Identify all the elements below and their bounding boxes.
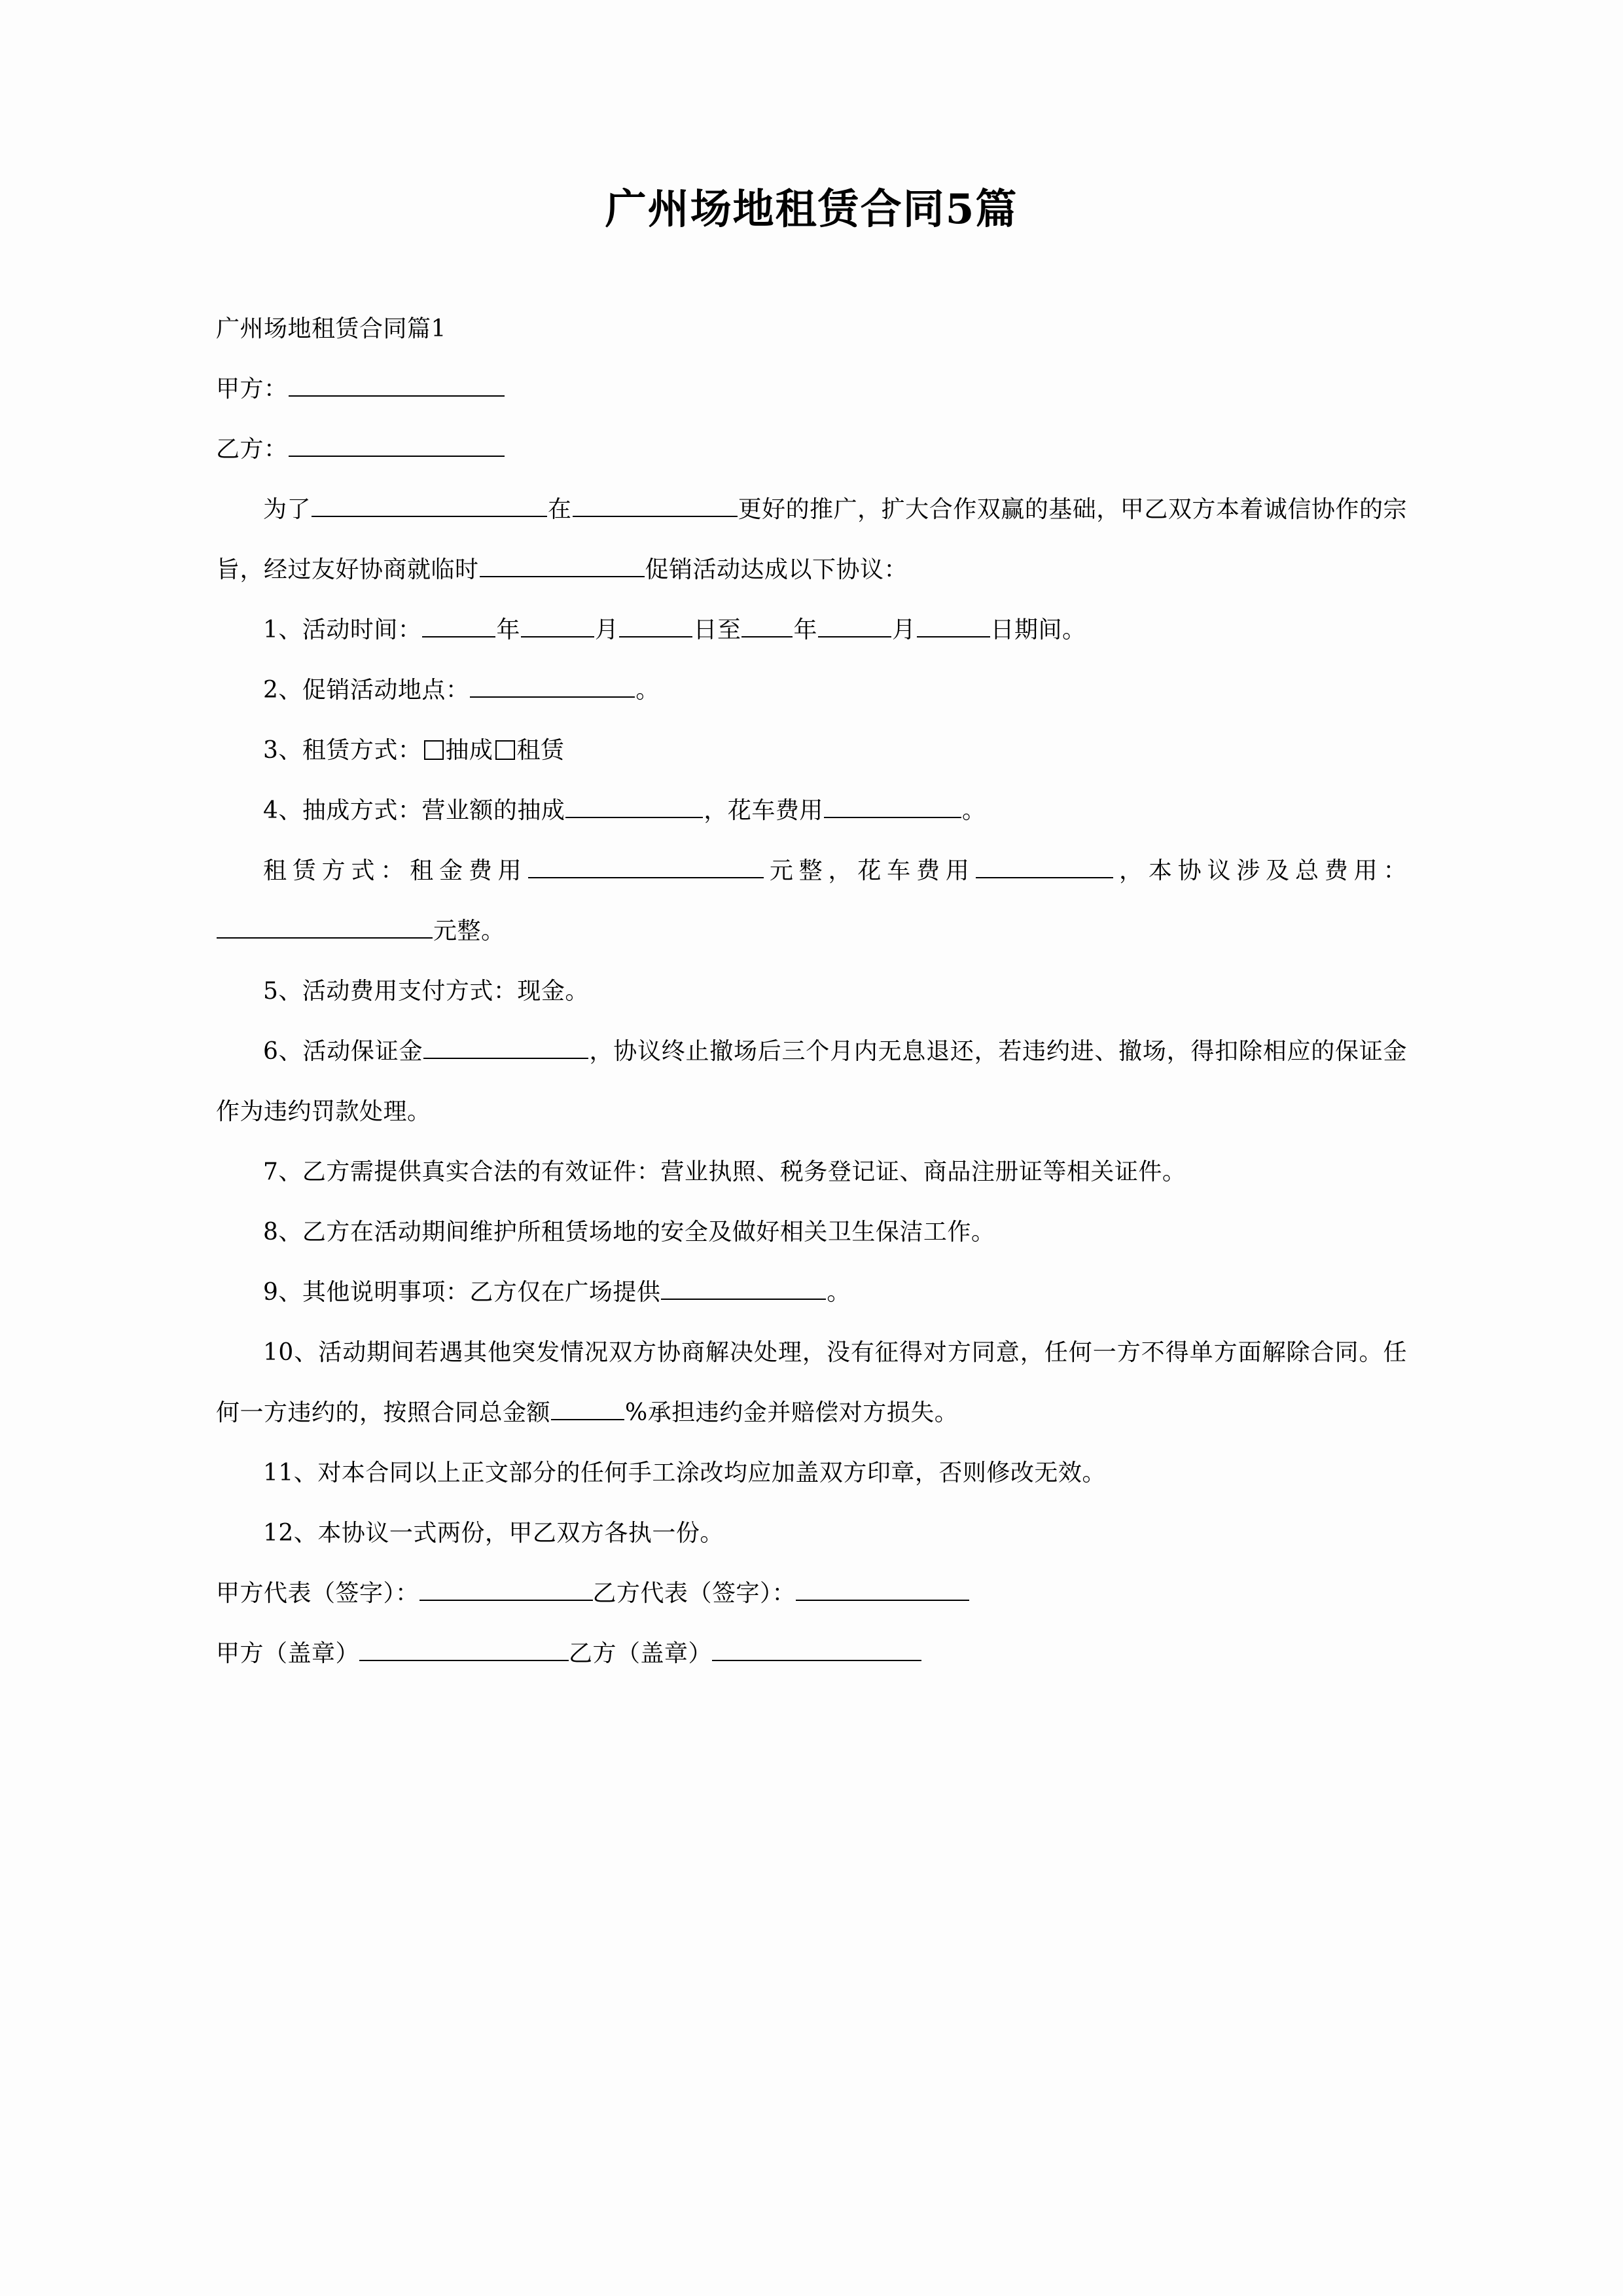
clause-12	[216, 1503, 1407, 1564]
clause-5-number: 5、	[263, 977, 302, 1005]
lease-blank-3[interactable]	[217, 912, 433, 939]
lease-mid-1: 元整，花车费用	[764, 857, 975, 884]
clause-3-option-2: 租赁	[516, 736, 565, 764]
clause-4-blank-1[interactable]	[565, 792, 703, 818]
clause-10-text-after: %承担违约金并赔偿对方损失。	[625, 1399, 959, 1426]
preamble-tail: 促销活动达成以下协议：	[645, 556, 908, 583]
preamble-blank-1[interactable]	[312, 491, 547, 517]
rep-b-label: 乙方代表（签字）：	[592, 1579, 796, 1607]
clause-6-text-after: ，协议终止撤场后三个月内无息退还，若违约进、撤场，得扣除相应的保证金作为违约罚款处理。	[216, 1037, 1407, 1125]
clause-6-text-before: 活动保证金	[302, 1037, 423, 1065]
clause-11-text: 对本合同以上正文部分的任何手工涂改均应加盖双方印章，否则修改无效。	[317, 1459, 1106, 1486]
clause-11	[216, 1443, 1407, 1503]
clause-1-year2-blank[interactable]	[741, 611, 793, 637]
clause-9-text-after: 。	[827, 1278, 851, 1306]
lease-lead: 租赁方式：租金费用	[263, 857, 527, 884]
clause-1-month2-blank[interactable]	[818, 611, 891, 637]
clause-6-number: 6、	[263, 1037, 303, 1065]
seal-b-blank[interactable]	[712, 1634, 921, 1661]
page-title: 广州场地租赁合同5篇	[605, 185, 1018, 233]
clause-1-label: 活动时间	[302, 616, 398, 643]
seal-a-label: 甲方（盖章）	[216, 1640, 360, 1667]
clause-1-colon: ：	[397, 616, 422, 643]
lease-mid-2: ，本协议涉及总费用：	[1113, 857, 1407, 884]
seal-b-label: 乙方（盖章）	[569, 1640, 713, 1667]
clause-lease-method	[216, 841, 1407, 961]
preamble-lead: 为了	[263, 495, 312, 523]
clause-9-number: 9、	[263, 1278, 302, 1306]
clause-3-text-before: 租赁方式：	[302, 736, 422, 764]
clause-1-month1: 月	[594, 616, 619, 643]
clause-9-blank[interactable]	[661, 1274, 826, 1300]
clause-8-number: 8、	[263, 1218, 302, 1246]
clause-12-text: 本协议一式两份，甲乙双方各执一份。	[317, 1519, 724, 1547]
lease-blank-1[interactable]	[528, 852, 764, 878]
party-a-line	[216, 359, 1407, 420]
clause-3-number: 3、	[263, 736, 302, 764]
party-a-label: 甲方：	[216, 375, 288, 403]
rep-a-signature-blank[interactable]	[419, 1573, 593, 1601]
clause-5-text: 活动费用支付方式：现金。	[302, 977, 589, 1005]
checkbox-icon-commission[interactable]	[424, 740, 444, 760]
signature-representative-row	[216, 1564, 1407, 1624]
clause-1-month2: 月	[892, 616, 916, 643]
clause-1-year2: 年	[793, 616, 817, 643]
clause-6	[216, 1022, 1407, 1142]
clause-10-text-before: 活动期间若遇其他突发情况双方协商解决处理，没有征得对方同意，任何一方不得单方面解除合同。任何一方违约的，按照合同总金额	[216, 1338, 1407, 1426]
clause-7-text: 乙方需提供真实合法的有效证件：营业执照、税务登记证、商品注册证等相关证件。	[302, 1158, 1186, 1185]
clause-9-text-before: 其他说明事项：乙方仅在广场提供	[302, 1278, 661, 1306]
clause-10	[216, 1323, 1407, 1443]
clause-11-number: 11、	[263, 1459, 318, 1486]
party-b-label: 乙方：	[216, 435, 288, 463]
signature-seal-row	[216, 1624, 1407, 1684]
clause-2	[216, 660, 1407, 721]
rep-a-label: 甲方代表（签字）：	[216, 1579, 419, 1607]
clause-1-day2: 日期间。	[990, 616, 1086, 643]
clause-10-number: 10、	[263, 1338, 319, 1366]
clause-3-option-1: 抽成	[445, 736, 493, 764]
clause-1-day1-blank[interactable]	[619, 611, 692, 637]
clause-2-blank[interactable]	[470, 672, 635, 698]
preamble-mid: 在	[548, 495, 572, 523]
party-a-blank[interactable]	[289, 370, 505, 397]
rep-b-signature-blank[interactable]	[796, 1573, 969, 1601]
clause-1-number: 1、	[263, 616, 302, 643]
clause-4-blank-2[interactable]	[824, 792, 961, 818]
clause-1	[216, 600, 1407, 660]
clause-4-text-after: 。	[961, 797, 986, 824]
section-heading: 广州场地租赁合同篇1	[216, 315, 446, 342]
party-b-line	[216, 420, 1407, 480]
clause-2-text-before: 促销活动地点：	[302, 676, 470, 704]
preamble-blank-3[interactable]	[480, 551, 645, 577]
document-body	[216, 299, 1407, 1684]
clause-3	[216, 721, 1407, 781]
clause-1-year1: 年	[496, 616, 520, 643]
clause-8	[216, 1202, 1407, 1263]
clause-12-number: 12、	[263, 1519, 318, 1547]
clause-10-blank[interactable]	[551, 1394, 624, 1420]
document-content	[216, 0, 1407, 1684]
lease-tail: 元整。	[433, 917, 505, 944]
clause-4-mid: ，花车费用	[704, 797, 823, 824]
checkbox-icon-lease[interactable]	[495, 740, 515, 760]
clause-4-number: 4、	[263, 797, 302, 824]
clause-2-text-after: 。	[635, 676, 660, 704]
seal-a-blank[interactable]	[359, 1634, 569, 1661]
clause-4-text-before: 抽成方式：营业额的抽成	[302, 797, 565, 824]
clause-7-number: 7、	[263, 1158, 302, 1185]
clause-1-day1: 日至	[693, 616, 741, 643]
preamble-blank-2[interactable]	[573, 491, 738, 517]
lease-blank-2[interactable]	[976, 852, 1113, 878]
clause-1-year1-blank[interactable]	[422, 611, 495, 637]
clause-4	[216, 781, 1407, 841]
clause-6-blank[interactable]	[423, 1033, 588, 1059]
clause-5	[216, 961, 1407, 1022]
preamble-after-mid: 更好的推广，扩大合作双赢的基础，甲乙双方本着诚信协作的宗旨，经过友好协商就临时	[216, 495, 1407, 583]
clause-2-number: 2、	[263, 676, 302, 704]
clause-1-day2-blank[interactable]	[917, 611, 990, 637]
clause-7	[216, 1142, 1407, 1202]
party-b-blank[interactable]	[289, 431, 505, 457]
clause-1-month1-blank[interactable]	[521, 611, 594, 637]
preamble-paragraph	[216, 480, 1407, 600]
clause-9	[216, 1263, 1407, 1323]
clause-8-text: 乙方在活动期间维护所租赁场地的安全及做好相关卫生保洁工作。	[302, 1218, 995, 1246]
